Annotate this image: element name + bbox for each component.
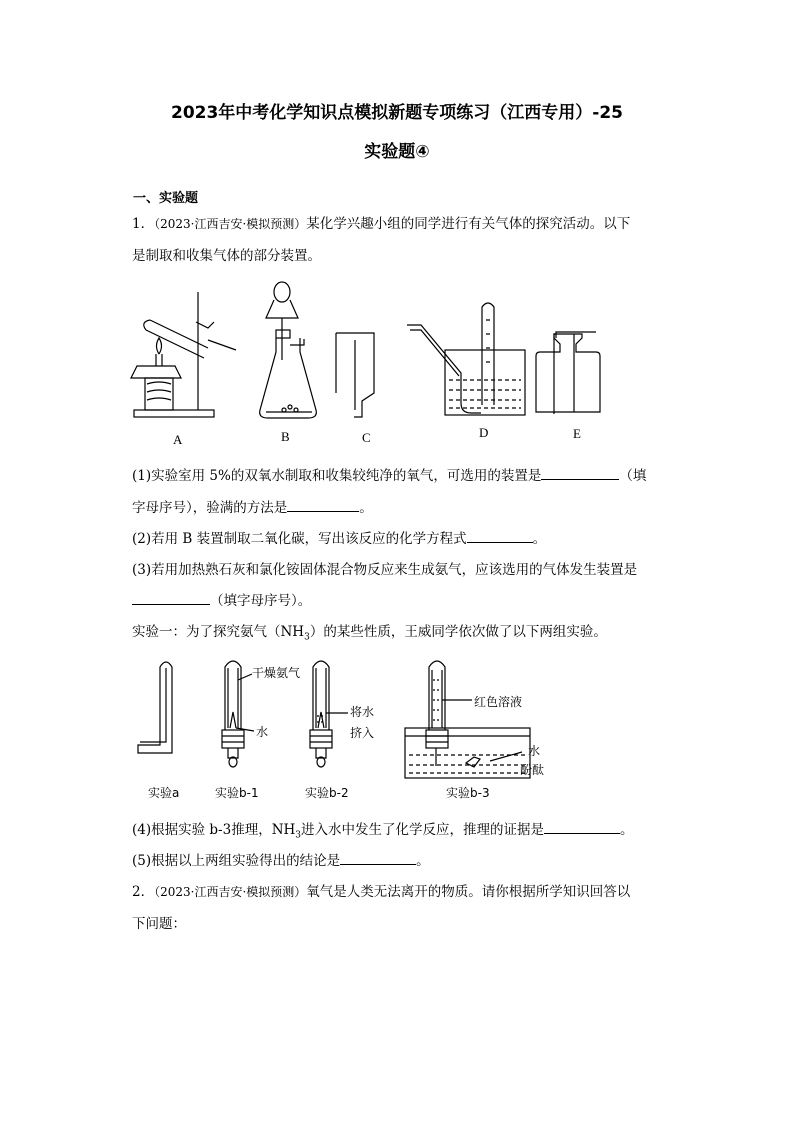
label-e: E — [573, 426, 581, 441]
exp-b1-tube — [222, 661, 244, 767]
label-water: 水 — [256, 725, 269, 739]
q2-line2: 下问题： — [132, 916, 186, 932]
label-c: C — [362, 430, 371, 445]
page-title-line1: 2023年中考化学知识点模拟新题专项练习（江西专用）-25 — [170, 103, 624, 123]
q1-s3-line1: (3)若用加热熟石灰和氯化铵固体混合物反应来生成氨气，应该选用的气体发生装置是 — [132, 562, 638, 578]
q1-exp1: 实验一：为了探究氨气$(NH_3)$的某些性质，王威同学依次做了以下两组实验。 — [132, 624, 607, 643]
exp-a-tube — [138, 662, 172, 753]
label-exp-b2: 实验b-2 — [305, 786, 349, 800]
q1-s3-line2: （填字母序号）。 — [132, 589, 311, 609]
label-phenol: 酚酞 — [520, 763, 545, 777]
q1-intro-line1: 1．（2023·江西吉安·模拟预测）某化学兴趣小组的同学进行有关气体的探究活动。以下 — [132, 216, 631, 232]
label-water-2: 水 — [528, 744, 541, 758]
label-exp-b3: 实验b-3 — [446, 786, 490, 800]
label-b: B — [281, 429, 290, 444]
q1-s5: (5)根据以上两组实验得出的结论是 。 — [132, 853, 430, 869]
q1-s2: (2)若用 B 装置制取二氧化碳，写出该反应的化学方程式 。 — [132, 531, 547, 547]
q1-s4: (4)根据实验 b-3推理，$NH_3$进入水中发生了化学反应，推理的证据是 。 — [132, 822, 634, 841]
label-squeeze-1: 将水 — [350, 705, 375, 719]
q1-s1-line1: (1)实验室用 5%的双氧水制取和收集较纯净的氧气，可选用的装置是 （填 — [132, 468, 647, 484]
exp-b3-apparatus — [405, 661, 530, 778]
label-dry-ammonia: 干燥氨气 — [252, 666, 301, 680]
label-red-solution: 红色溶液 — [474, 695, 523, 709]
exp-b2-tube — [310, 661, 332, 767]
q1-intro-line2: 是制取和收集气体的部分装置。 — [132, 248, 321, 264]
label-exp-b1: 实验b-1 — [215, 786, 259, 800]
q1-s1-line2: 字母序号），验满的方法是 。 — [132, 500, 373, 516]
label-d: D — [479, 425, 489, 440]
q2-line1: 2．（2023·江西吉安·模拟预测）氧气是人类无法离开的物质。请你根据所学知识回答以 — [132, 884, 631, 900]
label-squeeze-2: 挤入 — [350, 726, 375, 740]
label-exp-a: 实验a — [148, 786, 180, 800]
section-heading: 一、实验题 — [133, 191, 199, 206]
label-a: A — [173, 432, 183, 447]
page-title-line2: 实验题④ — [364, 142, 430, 162]
